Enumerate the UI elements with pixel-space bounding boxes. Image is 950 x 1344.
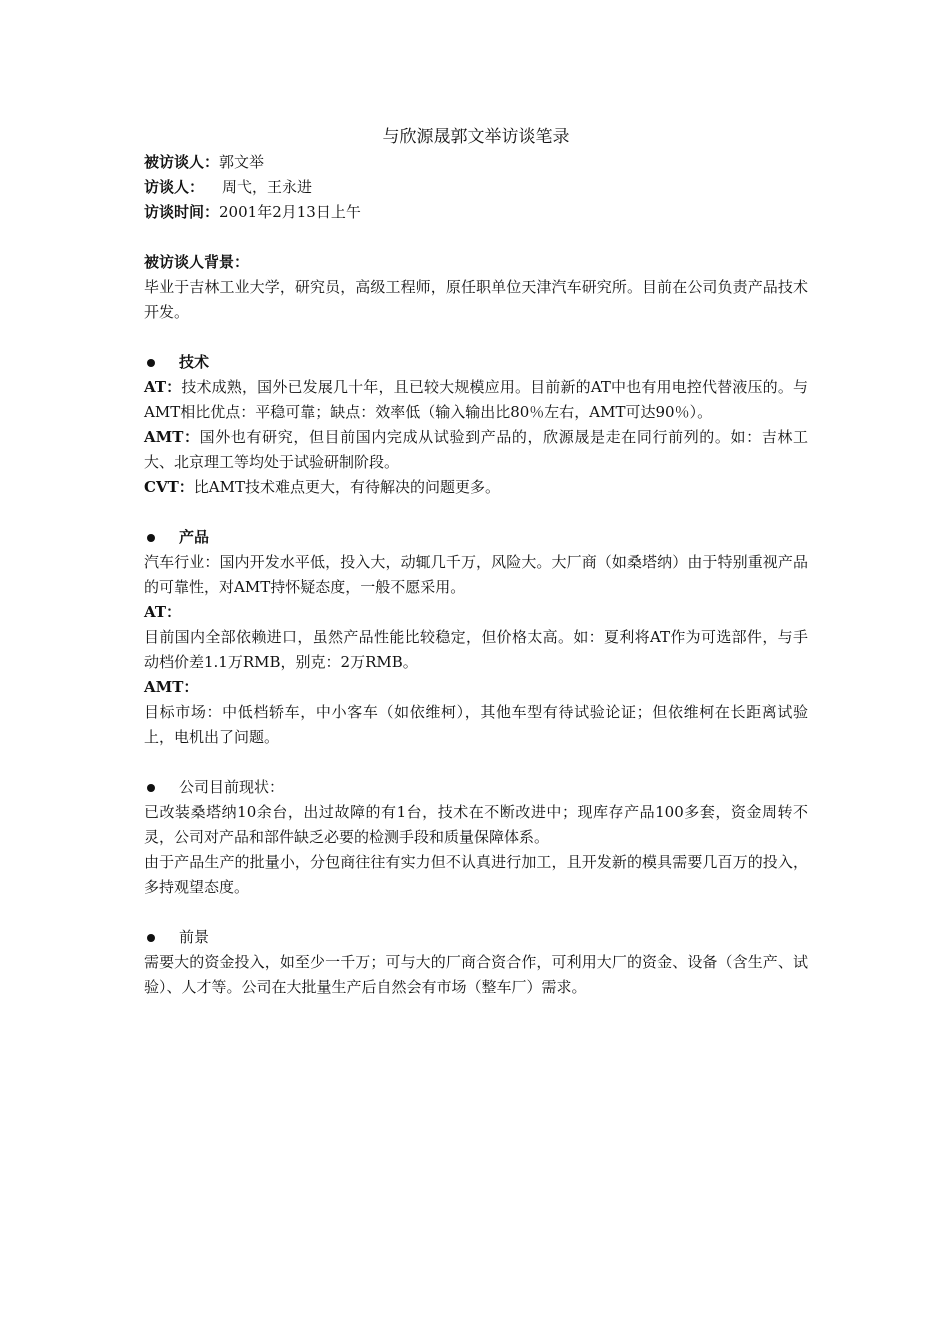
bullet-icon — [147, 934, 155, 942]
interview-time-value: 2001年2月13日上午 — [219, 203, 361, 221]
interview-time-row — [144, 200, 808, 225]
interviewer-value: 周弋，王永进 — [222, 178, 313, 196]
interviewer-label: 访谈人： — [144, 178, 205, 196]
document-body — [144, 124, 808, 1000]
spacer — [144, 325, 808, 350]
tech-cvt-text: 比AMT技术难点更大，有待解决的问题更多。 — [193, 478, 500, 496]
background-heading: 被访谈人背景： — [144, 253, 250, 271]
tech-at-text: 技术成熟，国外已发展几十年，且已较大规模应用。目前新的AT中也有用电控代替液压的。与AMT相比优点：平稳可靠；缺点：效率低（输入输出比80％左右，AMT可达90％）。 — [144, 378, 809, 421]
bullet-icon — [147, 534, 155, 542]
interviewer-row — [144, 175, 808, 200]
status-heading: 公司目前现状： — [179, 778, 285, 796]
tech-cvt-label: CVT： — [144, 478, 194, 496]
tech-at-label: AT： — [144, 378, 182, 396]
product-at-text: 目前国内全部依赖进口，虽然产品性能比较稳定，但价格太高。如：夏利将AT作为可选部件，与手动档价差1.1万RMB，别克：2万RMB。 — [144, 628, 808, 671]
product-amt-label: AMT： — [144, 678, 199, 696]
status-text-1: 已改装桑塔纳10余台，出过故障的有1台，技术在不断改进中；现库存产品100多套，资金周转不灵，公司对产品和部件缺乏必要的检测手段和质量保障体系。 — [144, 803, 808, 846]
interview-time-label: 访谈时间： — [144, 203, 220, 221]
interviewee-value: 郭文举 — [219, 153, 265, 171]
outlook-heading-row — [144, 925, 808, 950]
tech-cvt-paragraph — [144, 475, 808, 500]
spacer — [144, 900, 808, 925]
spacer — [144, 225, 808, 250]
outlook-heading: 前景 — [179, 928, 210, 946]
tech-heading: 技术 — [179, 353, 210, 371]
bullet-icon — [147, 359, 155, 367]
tech-amt-paragraph — [144, 425, 808, 475]
spacer — [144, 750, 808, 775]
spacer — [144, 500, 808, 525]
tech-heading-row — [144, 350, 808, 375]
outlook-text: 需要大的资金投入，如至少一千万；可与大的厂商合资合作，可利用大厂的资金、设备（含生产、试验）、人才等。公司在大批量生产后自然会有市场（整车厂）需求。 — [144, 953, 808, 996]
status-text-2: 由于产品生产的批量小，分包商往往有实力但不认真进行加工，且开发新的模具需要几百万的投入，多持观望态度。 — [144, 853, 808, 896]
product-at-label: AT： — [144, 603, 181, 621]
tech-at-paragraph — [144, 375, 808, 425]
document-title: 与欣源晟郭文举访谈笔录 — [382, 127, 570, 147]
background-text: 毕业于吉林工业大学，研究员，高级工程师，原任职单位天津汽车研究所。目前在公司负责产品技术开发。 — [144, 278, 808, 321]
product-heading-row — [144, 525, 808, 550]
interviewee-row — [144, 150, 808, 175]
status-heading-row — [144, 775, 808, 800]
product-heading: 产品 — [179, 528, 210, 546]
product-amt-text: 目标市场：中低档轿车，中小客车（如依维柯），其他车型有待试验论证；但依维柯在长距离试验上，电机出了问题。 — [144, 703, 808, 746]
tech-amt-text: 国外也有研究，但目前国内完成从试验到产品的，欣源晟是走在同行前列的。如：吉林工大、北京理工等均处于试验研制阶段。 — [144, 428, 808, 471]
product-industry-text: 汽车行业：国内开发水平低，投入大，动辄几千万，风险大。大厂商（如桑塔纳）由于特别重视产品的可靠性，对AMT持怀疑态度，一般不愿采用。 — [144, 553, 808, 596]
bullet-icon — [147, 784, 155, 792]
interviewee-label: 被访谈人： — [144, 153, 220, 171]
tech-amt-label: AMT： — [144, 428, 200, 446]
